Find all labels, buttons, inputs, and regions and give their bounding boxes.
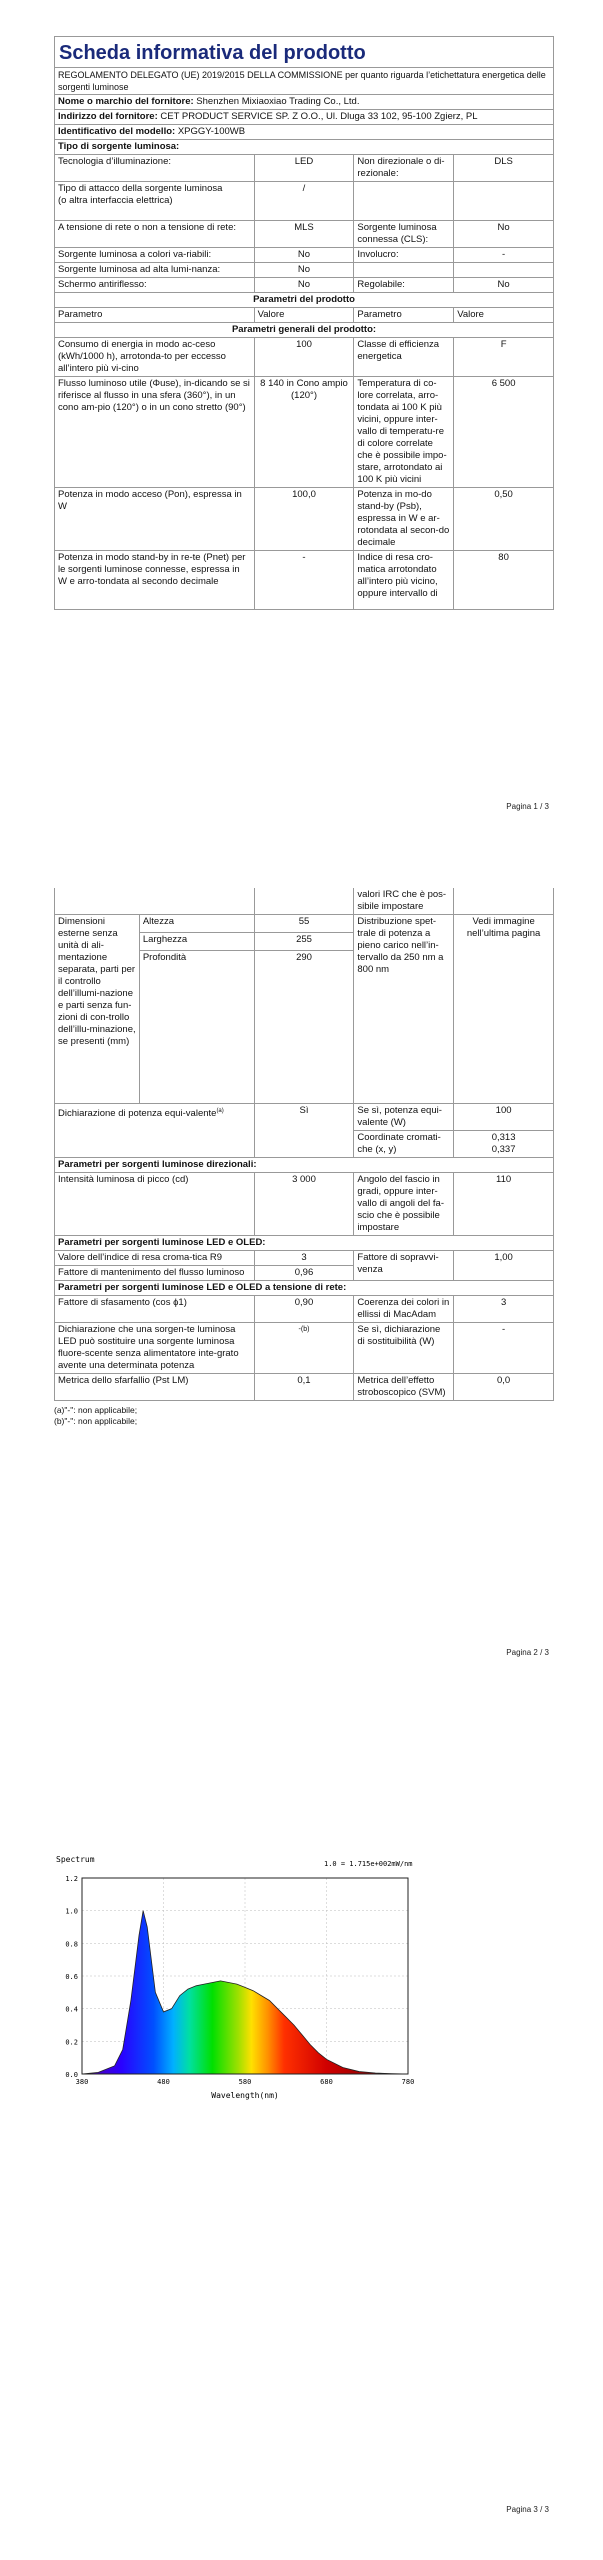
power-factor-label: Fattore di sfasamento (cos ϕ1) xyxy=(55,1296,255,1323)
r9-label: Valore dell’indice di resa croma-tica R9 xyxy=(55,1251,255,1266)
svm-value: 0,0 xyxy=(454,1374,554,1401)
replacement-label: Dichiarazione che una sorgen-te luminosa LED può sostituire una sorgente luminosa fluore-scente senza alimentatore inte-grato avente una determinata potenza xyxy=(55,1323,255,1374)
cls-value: No xyxy=(454,221,554,248)
nondir-label: Non direzionale o di-rezionale: xyxy=(354,155,454,182)
high-luminance-value: No xyxy=(254,263,354,278)
beam-angle-value: 110 xyxy=(454,1173,554,1236)
beam-angle-label: Angolo del fascio in gradi, oppure inter-vallo di angoli del fa-scio che è possibile impostare xyxy=(354,1173,454,1236)
antiglare-label: Schermo antiriflesso: xyxy=(55,278,255,293)
flux-label: Flusso luminoso utile (Φuse), in-dicando se si riferisce al flusso in una sfera (360°), in un cono am-pio (120°) o in un cono stretto (90°) xyxy=(55,377,255,488)
envelope-label: Involucro: xyxy=(354,248,454,263)
footnote-b: (b)"-": non applicabile; xyxy=(54,1416,138,1426)
chart-scale-note: 1.0 = 1.715e+002mW/nm xyxy=(324,1860,413,1868)
cri-label: Indice di resa cro-matica arrotondato all’intero più vicino, oppure intervallo di xyxy=(354,551,454,610)
y-tick-label: 0.6 xyxy=(65,1973,78,1981)
general-header: Parametri generali del prodotto: xyxy=(55,323,554,338)
pnet-label: Potenza in modo stand-by in re-te (Pnet) per le sorgenti luminose connesse, espressa in W e arro-tondata al secondo decimale xyxy=(55,551,255,610)
spectrum-svg xyxy=(54,1852,430,2106)
chromaticity-x: 0,313 xyxy=(491,1132,516,1143)
flux-value: 8 140 in Cono ampio (120°) xyxy=(254,377,354,488)
y-tick-label: 0.8 xyxy=(65,1940,78,1949)
survival-value: 1,00 xyxy=(454,1251,554,1281)
spectrum-chart xyxy=(54,1852,430,2106)
address-label: Indirizzo del fornitore: xyxy=(58,111,158,122)
params-header: Parametri del prodotto xyxy=(55,293,554,308)
y-tick-label: 0.2 xyxy=(65,2038,78,2047)
col-param-2: Parametro xyxy=(354,308,454,323)
macadam-label: Coerenza dei colori in ellissi di MacAdam xyxy=(354,1296,454,1323)
r9-value: 3 xyxy=(254,1251,354,1266)
page-title: Scheda informativa del prodotto xyxy=(54,36,554,67)
x-axis-label: Wavelength(nm) xyxy=(211,2091,279,2100)
chart-title: Spectrum xyxy=(56,1855,95,1864)
psb-value: 0,50 xyxy=(454,488,554,551)
supplier-value: Shenzhen Mixiaoxiao Trading Co., Ltd. xyxy=(196,96,360,107)
col-param-1: Parametro xyxy=(55,308,255,323)
footnote-a: (a)"-": non applicabile; xyxy=(54,1405,138,1415)
y-tick-label: 1.2 xyxy=(65,1875,78,1883)
lumen-maint-label: Fattore di mantenimento del flusso luminoso xyxy=(55,1266,255,1281)
spd-label: Distribuzione spet-trale di potenza a pieno carico nell’in-tervallo da 250 nm a 800 nm xyxy=(354,915,454,1104)
replacement-value: -(b) xyxy=(254,1323,354,1374)
led-mains-header: Parametri per sorgenti luminose LED e OLED a tensione di rete: xyxy=(55,1281,554,1296)
page-number-2: Pagina 2 / 3 xyxy=(506,1648,549,1657)
cap-value: / xyxy=(254,182,354,221)
height-label: Altezza xyxy=(139,915,254,933)
flicker-label: Metrica dello sfarfallio (Pst LM) xyxy=(55,1374,255,1401)
dimmable-value: No xyxy=(454,278,554,293)
page-2 xyxy=(54,888,554,1427)
product-info-table-continued xyxy=(54,888,554,1401)
cap-label: Tipo di attacco della sorgente luminosa xyxy=(58,183,223,194)
width-label: Larghezza xyxy=(139,933,254,951)
col-value-2: Valore xyxy=(454,308,554,323)
replacement-claim-value: - xyxy=(454,1323,554,1374)
led-header: Parametri per sorgenti luminose LED e OLED: xyxy=(55,1236,554,1251)
flicker-value: 0,1 xyxy=(254,1374,354,1401)
energy-value: 100 xyxy=(254,338,354,377)
cct-label: Temperatura di co-lore correlata, arro-tondata ai 100 K più vicini, oppure inter-vallo di temperatu-re di colore correlate che è possibile impo-stare, arrotondato ai 100 K più vicini xyxy=(354,377,454,488)
pon-value: 100,0 xyxy=(254,488,354,551)
psb-label: Potenza in mo-do stand-by (Psb), espressa in W e ar-rotondata al secon-do decimale xyxy=(354,488,454,551)
class-value: F xyxy=(454,338,554,377)
height-value: 55 xyxy=(254,915,354,933)
color-value: No xyxy=(254,248,354,263)
y-tick-label: 1.0 xyxy=(65,1907,78,1916)
pon-label: Potenza in modo acceso (Pon), espressa in W xyxy=(55,488,255,551)
chromaticity-label: Coordinate cromati-che (x, y) xyxy=(354,1131,454,1158)
survival-label: Fattore di sopravvi-venza xyxy=(354,1251,454,1281)
x-tick-label: 680 xyxy=(320,2078,333,2086)
y-tick-label: 0.0 xyxy=(65,2071,78,2079)
directional-header: Parametri per sorgenti luminose direzionali: xyxy=(55,1158,554,1173)
product-info-table xyxy=(54,67,554,610)
x-axis-ticks xyxy=(76,2078,415,2086)
depth-label: Profondità xyxy=(139,951,254,1104)
equiv-power-label: Se sì, potenza equi-valente (W) xyxy=(354,1104,454,1131)
tech-label: Tecnologia d’illuminazione: xyxy=(55,155,255,182)
model-value: XPGGY-100WB xyxy=(177,126,246,137)
equiv-decl-label: Dichiarazione di potenza equi-valente xyxy=(58,1108,217,1120)
equiv-power-value: 100 xyxy=(454,1104,554,1131)
col-value-1: Valore xyxy=(254,308,354,323)
svm-label: Metrica dell’effetto stroboscopico (SVM) xyxy=(354,1374,454,1401)
cap-label-2: (o altra interfaccia elettrica) xyxy=(58,195,173,206)
depth-value: 290 xyxy=(254,951,354,1104)
power-factor-value: 0,90 xyxy=(254,1296,354,1323)
width-value: 255 xyxy=(254,933,354,951)
model-label: Identificativo del modello: xyxy=(58,126,176,137)
x-tick-label: 780 xyxy=(401,2078,415,2086)
x-tick-label: 580 xyxy=(238,2078,252,2086)
peak-intensity-value: 3 000 xyxy=(254,1173,354,1236)
page-number-3: Pagina 3 / 3 xyxy=(506,2505,549,2514)
x-tick-label: 480 xyxy=(157,2078,170,2086)
equiv-decl-value: Sì xyxy=(254,1104,354,1158)
energy-label: Consumo di energia in modo ac-ceso (kWh/1000 h), arrotonda-to per eccesso all’intero più vi-cino xyxy=(55,338,255,377)
y-tick-label: 0.4 xyxy=(65,2005,78,2014)
address-value: CET PRODUCT SERVICE SP. Z O.O., Ul. Dluga 33 102, 95-100 Zgierz, PL xyxy=(160,111,478,122)
cls-label: Sorgente luminosa connessa (CLS): xyxy=(354,221,454,248)
replacement-claim-label: Se sì, dichiarazione di sostituibilità (W) xyxy=(354,1323,454,1374)
dimensions-label: Dimensioni esterne senza unità di ali-mentazione separata, parti per il controllo dell’illumi-nazione e parti senza fun-zioni di con-trollo dell’illu-minazione, se presenti (mm) xyxy=(55,915,140,1104)
nondir-value: DLS xyxy=(454,155,554,182)
mains-value: MLS xyxy=(254,221,354,248)
antiglare-value: No xyxy=(254,278,354,293)
cct-value: 6 500 xyxy=(454,377,554,488)
supplier-label: Nome o marchio del fornitore: xyxy=(58,96,194,107)
high-luminance-label: Sorgente luminosa ad alta lumi-nanza: xyxy=(55,263,255,278)
mains-label: A tensione di rete o non a tensione di rete: xyxy=(55,221,255,248)
peak-intensity-label: Intensità luminosa di picco (cd) xyxy=(55,1173,255,1236)
class-label: Classe di efficienza energetica xyxy=(354,338,454,377)
envelope-value: - xyxy=(454,248,554,263)
source-type-header: Tipo di sorgente luminosa: xyxy=(55,140,554,155)
regulation-text: REGOLAMENTO DELEGATO (UE) 2019/2015 DELLA COMMISSIONE per quanto riguarda l’etichettatura energetica delle sorgenti luminose xyxy=(55,68,554,95)
lumen-maint-value: 0,96 xyxy=(254,1266,354,1281)
y-axis-ticks xyxy=(65,1875,78,2079)
pnet-value: - xyxy=(254,551,354,610)
tech-value: LED xyxy=(254,155,354,182)
macadam-value: 3 xyxy=(454,1296,554,1323)
cri-value: 80 xyxy=(454,551,554,610)
color-label: Sorgente luminosa a colori va-riabili: xyxy=(55,248,255,263)
page-1 xyxy=(54,36,554,610)
page-number-1: Pagina 1 / 3 xyxy=(506,802,549,811)
dimmable-label: Regolabile: xyxy=(354,278,454,293)
cri-label-cont: valori IRC che è pos-sibile impostare xyxy=(354,888,454,915)
spd-value: Vedi immagine nell’ultima pagina xyxy=(454,915,554,1104)
x-tick-label: 380 xyxy=(75,2078,89,2086)
equiv-decl-sup: (a) xyxy=(216,1108,224,1114)
chromaticity-y: 0,337 xyxy=(491,1144,516,1155)
